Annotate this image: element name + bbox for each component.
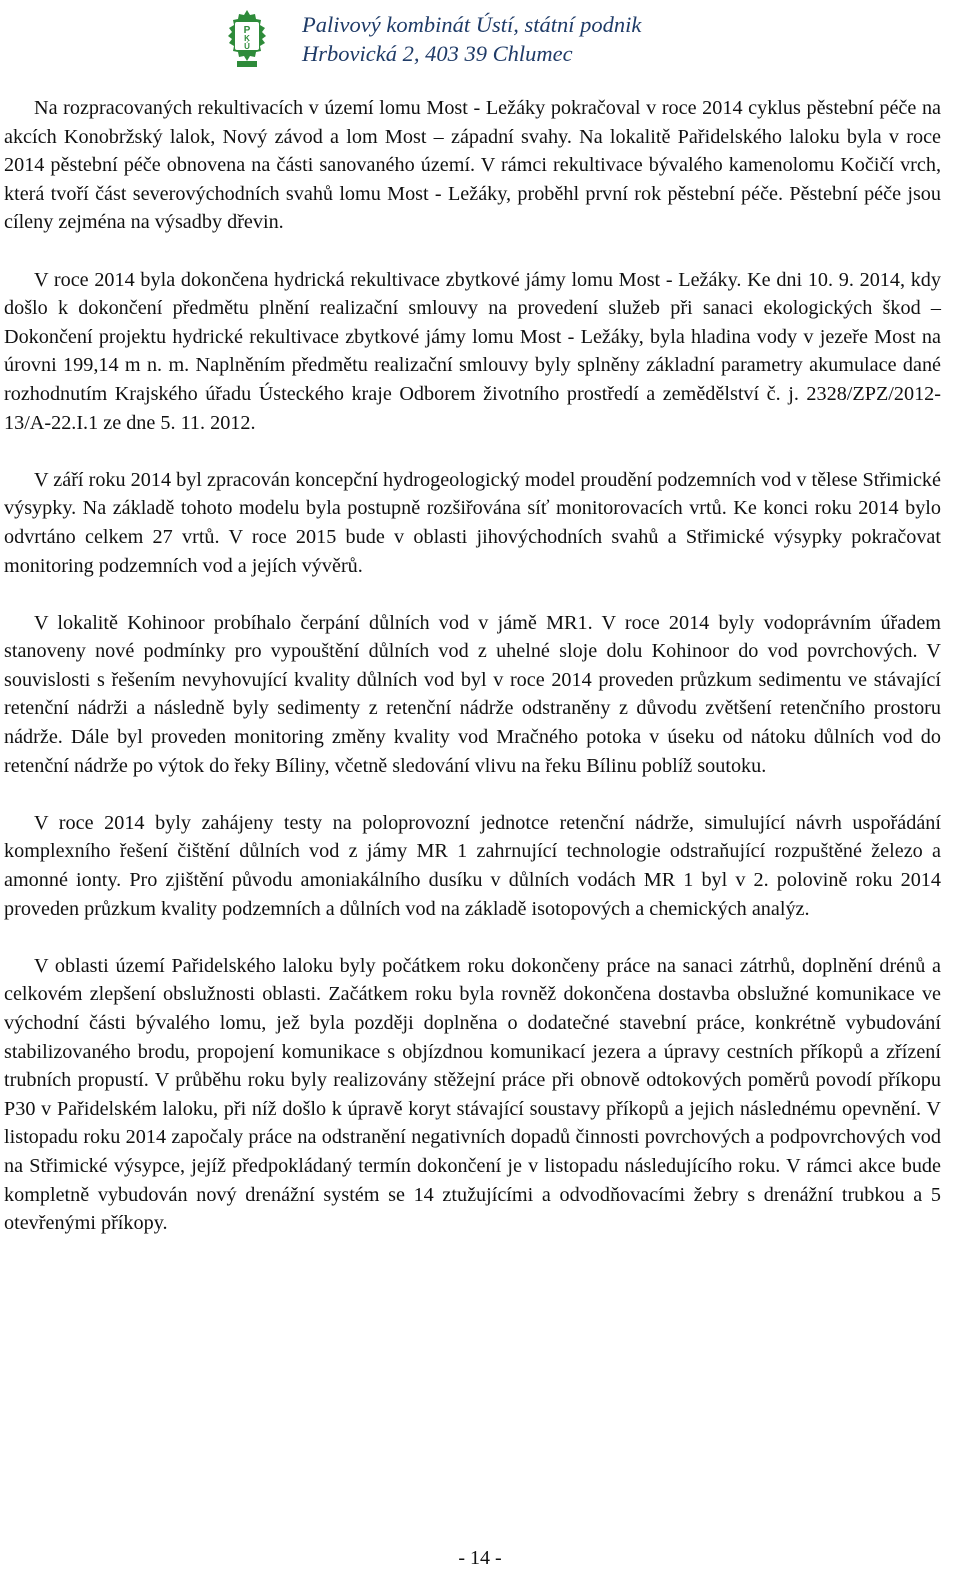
- company-name: Palivový kombinát Ústí, státní podnik: [302, 12, 642, 37]
- company-address: Hrbovická 2, 403 39 Chlumec: [302, 41, 573, 66]
- svg-text:Ú: Ú: [244, 42, 250, 51]
- page-number: - 14 -: [458, 1547, 502, 1569]
- header-text: [302, 10, 822, 68]
- paragraph: V oblasti území Pařidelského laloku byly počátkem roku dokončeny práce na sanaci zátrhů, doplnění drénů a celkovém zlepšení obslužnosti oblasti. Začátkem roku byla rovněž dokončena dostavba obslužné komunikace ve východní části bývalého lomu, jež byla později doplněna o dodatečné stavební práce, konkrétně vybudování stabilizovaného brodu, propojení komunikace s objízdnou komunikací jezera a úpravy cestních příkopů a zřízení trubních propustí. V průběhu roku byly realizovány stěžejní práce při obnově odtokových poměrů povodí příkopu P30 v Pařidelském laloku, při níž došlo k úpravě koryt stávající soustavy příkopů a jejich následnému opevnění. V listopadu roku 2014 započaly práce na odstranění negativních dopadů činnosti povrchových a podpovrchových vod na Střimické výsypce, jejíž předpokládaný termín dokončení je v listopadu následujícího roku. V rámci akce bude kompletně vybudován nový drenážní systém se 14 ztužujícími a odvodňovacími žebry s drenážní trubkou a 5 otevřenými příkopy.: [4, 954, 941, 1235]
- paragraph: V roce 2014 byla dokončena hydrická rekultivace zbytkové jámy lomu Most - Ležáky. Ke dni 10. 9. 2014, kdy došlo k dokončení předmětu plnění realizační smlouvy na provedení služeb při sanaci ekologických škod – Dokončení projektu hydrické rekultivace zbytkové jámy lomu Most - Ležáky, byla hladina vody v jezeře Most na úrovni 199,14 m n. m. Naplněním předmětu realizační smlouvy byly splněny základní parametry akumulace dané rozhodnutím Krajského úřadu Ústeckého kraje Odborem životního prostředí a zemědělství č. j. 2328/ZPZ/2012-13/A-22.I.1 ze dne 5. 11. 2012.: [4, 268, 941, 434]
- paragraph: V roce 2014 byly zahájeny testy na poloprovozní jednotce retenční nádrže, simulující návrh uspořádání komplexního řešení čištění důlních vod z jámy MR 1 zahrnující technologie odstraňující rozpuštěné železo a amonné ionty. Pro zjištění původu amoniakálního dusíku v důlních vodách MR 1 byl v 2. polovině roku 2014 proveden průzkum kvality podzemních a důlních vod na základě isotopových a chemických analýz.: [4, 811, 941, 920]
- body-text: [4, 94, 941, 1266]
- paragraph: Na rozpracovaných rekultivacích v území lomu Most - Ležáky pokračoval v roce 2014 cyklus pěstební péče na akcích Konobržský lalok, Nový závod a lom Most – západní svahy. Na lokalitě Pařidelského laloku byla v roce 2014 pěstební péče obnovena na části sanovaného území. V rámci rekultivace bývalého kamenolomu Kočičí vrch, která tvoří část severovýchodních svahů lomu Most - Ležáky, proběhl první rok pěstební péče. Pěstební péče jsou cíleny zejména na výsadby dřevin.: [4, 97, 941, 234]
- svg-text:P: P: [243, 25, 251, 36]
- pku-logo-icon: [222, 8, 272, 68]
- paragraph: V září roku 2014 byl zpracován koncepční hydrogeologický model proudění podzemních vod v tělese Střimické výsypky. Na základě tohoto modelu byla postupně rozšiřována síť monitorovacích vrtů. Ke konci roku 2014 bylo odvrtáno celkem 27 vrtů. V roce 2015 bude v oblasti jihovýchodních svahů a Střimické výsypky pokračovat monitoring podzemních vod a jejích vývěrů.: [4, 468, 941, 577]
- paragraph: V lokalitě Kohinoor probíhalo čerpání důlních vod v jámě MR1. V roce 2014 byly vodoprávním úřadem stanoveny nové podmínky pro vypouštění důlních vod z uhelné sloje dolu Kohinoor do vod povrchových. V souvislosti s řešením nevyhovující kvality důlních vod byl v roce 2014 proveden průzkum sedimentu ve stávající retenční nádrži a následně byly sedimenty z retenční nádrže odstraněny z důvodu zvětšení retenčního prostoru nádrže. Dále byl proveden monitoring změny kvality vod Mračného potoka v úseku od nátoku důlních vod do retenční nádrže po výtok do řeky Bíliny, včetně sledování vlivu na řeku Bílinu poblíž soutoku.: [4, 611, 941, 777]
- svg-text:K: K: [244, 34, 250, 43]
